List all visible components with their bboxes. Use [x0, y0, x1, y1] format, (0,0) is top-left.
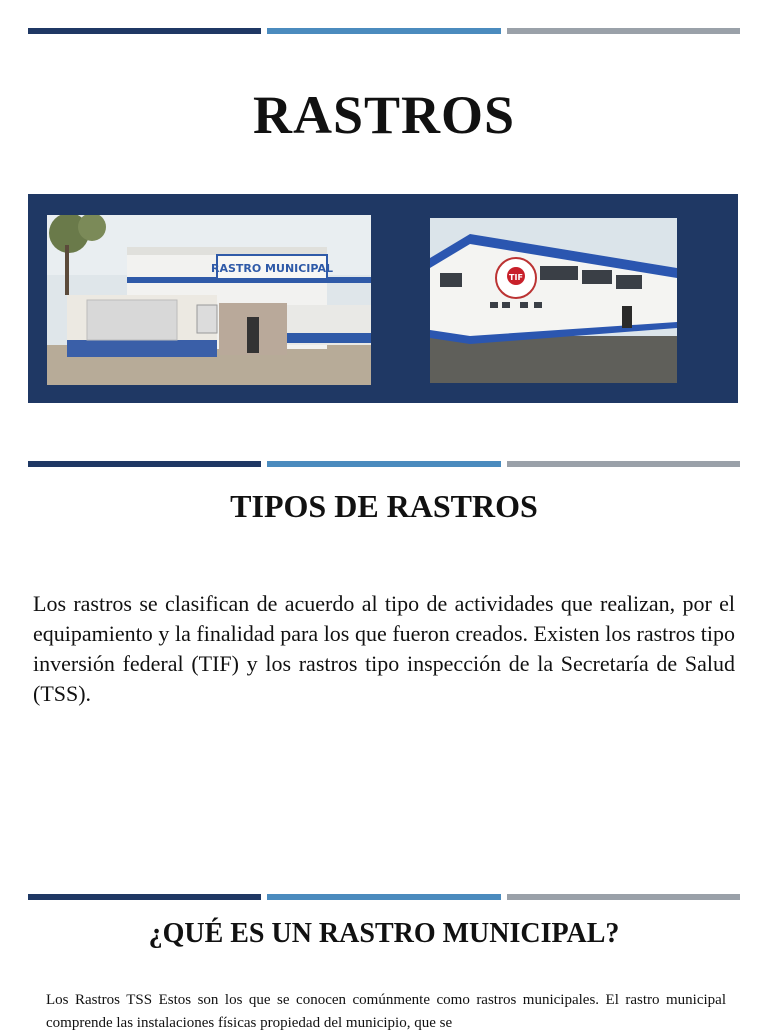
section-heading-tipos: TIPOS DE RASTROS: [230, 488, 538, 524]
page-title: RASTROS: [252, 85, 516, 145]
section-divider: [28, 461, 740, 467]
building-sign-text: RASTRO MUNICIPAL: [211, 262, 333, 275]
body-paragraph-que-es: Los Rastros TSS Estos son los que se conocen comúnmente como rastros municipales. El rastro municipal comprende las instalaciones físicas propiedad del municipio, que se: [46, 992, 726, 1031]
divider-segment-blue: [267, 28, 500, 34]
divider-segment-gray: [507, 28, 740, 34]
photo-band: [28, 194, 738, 403]
divider-segment-gray: [507, 461, 740, 467]
top-divider: [28, 28, 740, 34]
divider-segment-blue: [267, 894, 500, 900]
divider-segment-blue: [267, 461, 500, 467]
tif-seal-text: TIF: [509, 273, 523, 282]
divider-segment-navy: [28, 461, 261, 467]
divider-segment-navy: [28, 894, 261, 900]
divider-segment-gray: [507, 894, 740, 900]
rastro-tif-photo: [430, 218, 677, 383]
section-divider: [28, 894, 740, 900]
divider-segment-navy: [28, 28, 261, 34]
body-paragraph-tipos: Los rastros se clasifican de acuerdo al tipo de actividades que realizan, por el equipamiento y la finalidad para los que fueron creados. Existen los rastros tipo inversión federal (TIF) y los rastros tipo inspección de la Secretaría de Salud (TSS).: [33, 591, 735, 706]
section-heading-que-es: ¿QUÉ ES UN RASTRO MUNICIPAL?: [148, 918, 620, 949]
rastro-municipal-photo: [47, 215, 371, 385]
